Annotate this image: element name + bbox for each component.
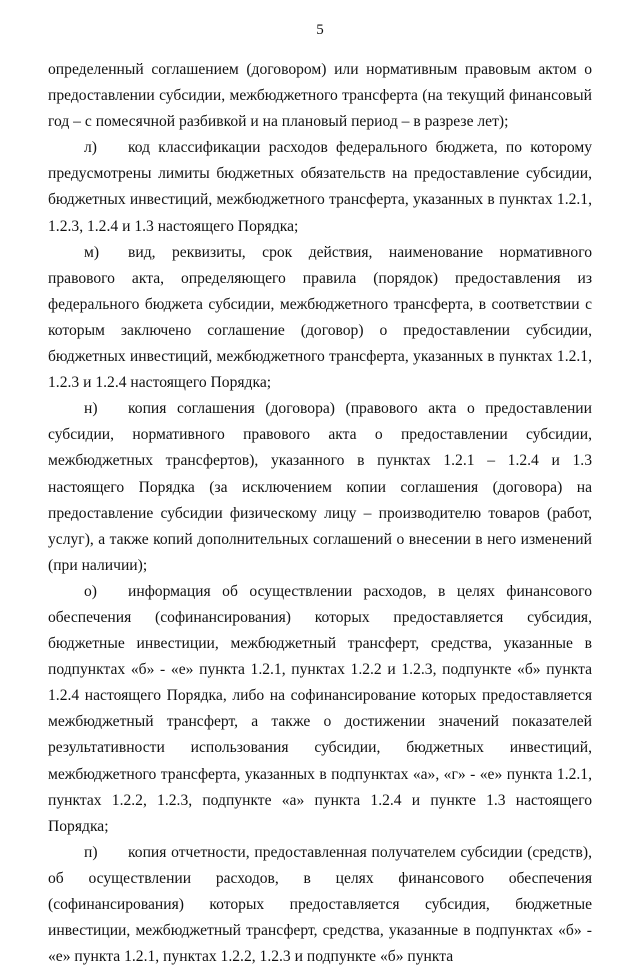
paragraph-text: копия отчетности, предоставленная получателем субсидии (средств), об осуществлении расходов, в целях финансового обеспечения (софинансирования) которых предоставляется субсидия, бюджетные инвестиции, межбюджетный трансферт, средства, указанные в подпунктах «б» - «е» пункта 1.2.1, пунктах 1.2.2, 1.2.3 и подпункте «б» пункта — [48, 843, 592, 966]
paragraph-n — [48, 396, 592, 579]
paragraph-text: код классификации расходов федерального бюджета, по которому предусмотрены лимиты бюджетных обязательств на предоставление субсидии, бюджетных инвестиций, межбюджетного трансферта, указанных в пунктах 1.2.1, 1.2.3, 1.2.4 и 1.3 настоящего Порядка; — [48, 139, 592, 235]
item-letter: л) — [84, 139, 97, 157]
item-letter: о) — [84, 582, 97, 600]
paragraph-m — [48, 240, 592, 397]
paragraph-text: копия соглашения (договора) (правового акта о предоставлении субсидии, нормативного правового акта о предоставлении субсидии, межбюджетных трансфертов), указанного в пунктах 1.2.1 – 1.2.4 и 1.3 настоящего Порядка (за исключением копии соглашения (договора) на предоставление субсидии физическому лицу – производителю товаров (работ, услуг), а также копий дополнительных соглашений о внесении в него изменений (при наличии); — [48, 400, 592, 574]
paragraph-text: информация об осуществлении расходов, в целях финансового обеспечения (софинансирования) которых предоставляется субсидия, бюджетные инвестиции, межбюджетный трансферт, средства, указанные в подпунктах «б» - «е» пункта 1.2.1, пунктах 1.2.2 и 1.2.3, подпункте «б» пункта 1.2.4 настоящего Порядка, либо на софинансирование которых предоставляется межбюджетный трансферт, а также о достижении значений показателей результативности использования субсидии, бюджетных инвестиций, межбюджетного трансферта, указанных в подпунктах «а», «г» - «е» пункта 1.2.1, пунктах 1.2.2, 1.2.3, подпункте «а» пункта 1.2.4 и пункте 1.3 настоящего Порядка; — [48, 582, 592, 835]
paragraph-k-continuation — [48, 57, 592, 135]
page-number: 5 — [316, 22, 324, 38]
item-letter: н) — [84, 400, 98, 418]
item-letter: м) — [84, 243, 100, 261]
item-letter: п) — [84, 843, 98, 861]
paragraph-l — [48, 135, 592, 239]
document-body — [48, 57, 592, 970]
paragraph-o — [48, 579, 592, 840]
paragraph-text: определенный соглашением (договором) или нормативным правовым актом о предоставлении субсидии, межбюджетного трансферта (на текущий финансовый год – с помесячной разбивкой и на плановый период – в разрезе лет); — [48, 61, 592, 131]
paragraph-text: вид, реквизиты, срок действия, наименование нормативного правового акта, определяющего правила (порядок) предоставления из федерального бюджета субсидии, межбюджетного трансферта, в соответствии с которым заключено соглашение (договор) о предоставлении субсидии, бюджетных инвестиций, межбюджетного трансферта, указанных в пунктах 1.2.1, 1.2.3 и 1.2.4 настоящего Порядка; — [48, 243, 592, 392]
